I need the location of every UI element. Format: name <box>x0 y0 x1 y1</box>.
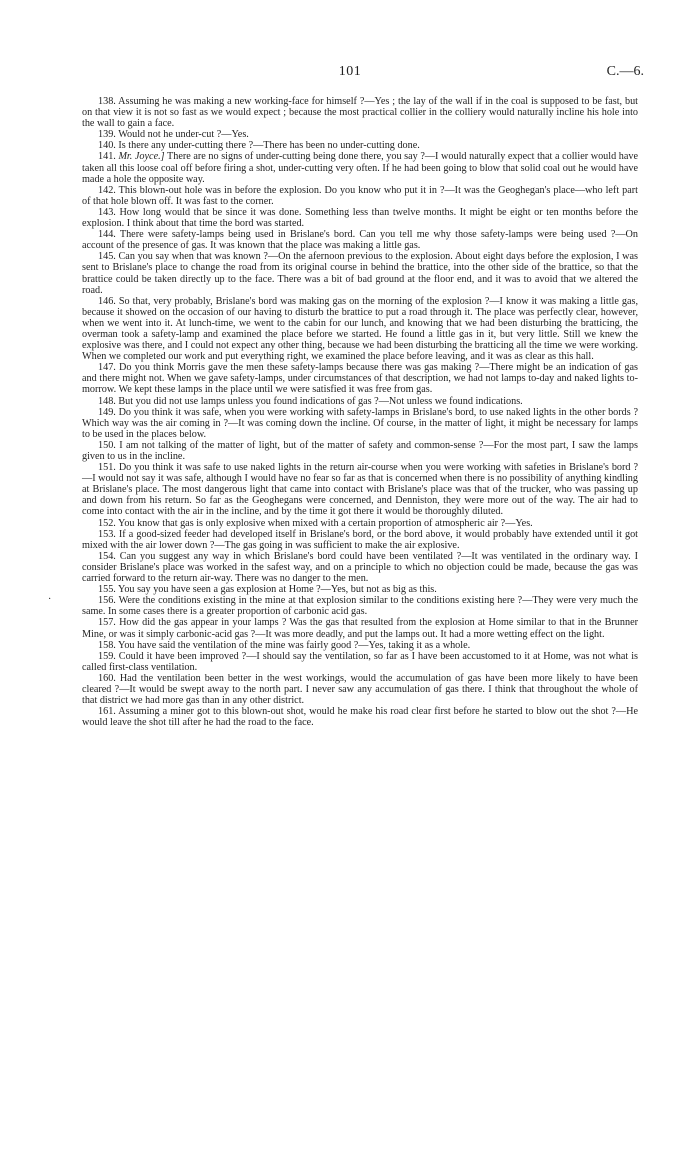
paragraph-number: 156. <box>98 595 116 607</box>
paragraph-154 <box>82 551 638 584</box>
paragraph-143 <box>82 207 638 229</box>
paragraph-147 <box>82 362 638 395</box>
paragraph-number: 160. <box>98 672 116 684</box>
paragraph-number: 139. <box>98 129 116 141</box>
paragraph-148 <box>82 396 638 407</box>
page-header <box>0 64 700 84</box>
testimony-body <box>82 96 638 728</box>
paragraph-text: There were safety-lamps being used in Brislane's bord. Can you tell me why those safety-lamps were being used ?—On account of the presence of gas. It was known that the place was making a little gas. <box>82 229 638 252</box>
paragraph-161 <box>82 706 638 728</box>
document-reference: C.—6. <box>606 64 644 79</box>
paragraph-141 <box>82 151 638 184</box>
margin-mark: · <box>48 594 52 605</box>
paragraph-text: You know that gas is only explosive when mixed with a certain proportion of atmospheric air ?—Yes. <box>118 517 533 529</box>
paragraph-text: Can you say when that was known ?—On the afernoon previous to the explosion. About eight days before the explosion, I was sent to Brislane's place to change the road from its original course in behind the brattice, into the other side of the brattice, so that the brattice could be taken directly up to the face. There was a bit of bad ground at the floor end, and it was to avoid that we altered the road. <box>82 251 638 296</box>
paragraph-159 <box>82 651 638 673</box>
paragraph-146 <box>82 296 638 363</box>
paragraph-number: 144. <box>98 229 116 241</box>
paragraph-number: 140. <box>98 140 116 152</box>
paragraph-text: Were the conditions existing in the mine at that explosion similar to the conditions existing here ?—They were very much the same. In some cases there is a greater proportion of carbonic acid gas. <box>82 595 638 618</box>
paragraph-text: How did the gas appear in your lamps ? Was the gas that resulted from the explosion at Home similar to that in the Brunner Mine, or was it simply carbonic-acid gas ?—It was more deadly, and put the lamps out. It had a more wetting effect on the light. <box>82 617 639 640</box>
paragraph-text: If a good-sized feeder had developed itself in Brislane's bord, or the bord above, it would probably have extended until it got mixed with the air lower down ?—The gas going in was sufficient to make the air explosive. <box>82 528 638 551</box>
paragraph-142 <box>82 185 638 207</box>
paragraph-text: Is there any under-cutting there ?—There has been no under-cutting done. <box>118 140 420 152</box>
paragraph-number: 141. <box>98 151 116 163</box>
paragraph-number: 161. <box>98 706 116 718</box>
paragraph-number: 151. <box>98 462 116 474</box>
paragraph-number: 138. <box>98 96 116 107</box>
paragraph-text: Can you suggest any way in which Brislane's bord could have been ventilated ?—It was ventilated in the ordinary way. I consider Brislane's place was worked in the safest way, and on a principle to which no objection could be made, because the gas was carried forward to the return air-way. There was no danger to the men. <box>82 550 638 585</box>
paragraph-text: But you did not use lamps unless you found indications of gas ?—Not unless we found indications. <box>118 395 523 407</box>
paragraph-number: 152. <box>98 517 116 529</box>
paragraph-number: 150. <box>98 439 116 451</box>
paragraph-number: 155. <box>98 584 116 596</box>
paragraph-number: 148. <box>98 395 116 407</box>
speaker-label: Mr. Joyce.] <box>118 151 165 163</box>
paragraph-number: 146. <box>98 295 116 307</box>
paragraph-144 <box>82 229 638 251</box>
paragraph-139 <box>82 129 638 140</box>
paragraph-number: 153. <box>98 528 116 540</box>
paragraph-160 <box>82 673 638 706</box>
paragraph-number: 147. <box>98 362 116 374</box>
paragraph-number: 158. <box>98 639 116 651</box>
paragraph-138 <box>82 96 638 129</box>
paragraph-text: Would not he under-cut ?—Yes. <box>118 129 249 141</box>
paragraph-150 <box>82 440 638 462</box>
paragraph-number: 154. <box>98 550 116 562</box>
paragraph-number: 157. <box>98 617 116 629</box>
paragraph-number: 142. <box>98 184 116 196</box>
paragraph-157 <box>82 617 638 639</box>
paragraph-text: This blown-out hole was in before the explosion. Do you know who put it in ?—It was the Geoghegan's place—who left part of that hole blown off. It was fast to the corner. <box>82 184 638 207</box>
paragraph-149 <box>82 407 638 440</box>
paragraph-152 <box>82 518 638 529</box>
paragraph-text: Do you think it was safe to use naked lights in the return air-course when you were working with safeties in Brislane's bord ?—I would not say it was safe, although I would have no fear so far as that is concerned when there is no possibility of anything kindling at Brislane's place. The most dangerous light that came into contact with Brislane's place was that of the trucker, who was passing up and down from his return. So far as the Geoghegans were concerned, and Denniston, they were more out of the way. The air had to come into contact with the air in the incline, and by the time it got there it would be thoroughly diluted. <box>82 462 638 518</box>
paragraph-140 <box>82 140 638 151</box>
paragraph-text: Do you think Morris gave the men these safety-lamps because there was gas making ?—There might be an indication of gas and there might not. When we gave safety-lamps, under circumstances of that description, we had not lamps to-day and naked lights to-morrow. We kept these lamps in the place until we were satisfied it was free from gas. <box>82 362 639 396</box>
paragraph-text: I am not talking of the matter of light, but of the matter of safety and common-sense ?—For the most part, I saw the lamps given to us in the incline. <box>82 439 638 462</box>
paragraph-text: Could it have been improved ?—I should say the ventilation, so far as I have been accustomed to it at Home, was not what is called first-class ventilation. <box>82 650 639 673</box>
paragraph-151 <box>82 462 638 517</box>
paragraph-number: 143. <box>98 206 116 218</box>
page-number: 101 <box>338 64 362 79</box>
paragraph-text: You say you have seen a gas explosion at Home ?—Yes, but not as big as this. <box>118 584 437 596</box>
paragraph-text: There are no signs of under-cutting being done there, you say ?—I would naturally expect that a collier would have taken all this loose coal off before firing a shot, under-cutting very often. If he had been going to blow that solid coal out he would have made a hole the opposite way. <box>82 151 639 185</box>
paragraph-156 <box>82 595 638 617</box>
paragraph-text: Had the ventilation been better in the west workings, would the accumulation of gas have been more likely to have been cleared ?—It would be swept away to the north part. I never saw any accumulation of gas there. I think that throughout the whole of that district we had more gas than in any other district. <box>82 672 639 707</box>
paragraph-text: How long would that be since it was done. Something less than twelve months. It might be eight or ten months before the explosion. I think about that time the bord was started. <box>82 206 639 230</box>
paragraph-number: 149. <box>98 406 116 418</box>
paragraph-158 <box>82 640 638 651</box>
paragraph-number: 159. <box>98 650 116 662</box>
paragraph-text: Assuming he was making a new working-face for himself ?—Yes ; the lay of the wall if in the coal is supposed to be fast, but on that view it is not so fast as we would expect ; because the most practical collier in the colliery would naturally incline his hole into the wall to gain a face. <box>82 96 639 130</box>
paragraph-text: Do you think it was safe, when you were working with safety-lamps in Brislane's bord, to use naked lights in the other bords ? Which way was the air coming in ?—It was coming down the incline. Of course, in the matter of light, it might be necessary for lamps to be used in the places below. <box>82 406 638 440</box>
paragraph-text: Assuming a miner got to this blown-out shot, would he make his road clear first before he started to blow out the shot ?—He would leave the shot till after he had the road to the face. <box>82 706 638 729</box>
paragraph-number: 145. <box>98 251 116 263</box>
paragraph-text: You have said the ventilation of the mine was fairly good ?—Yes, taking it as a whole. <box>118 639 471 651</box>
paragraph-153 <box>82 529 638 551</box>
paragraph-155 <box>82 584 638 595</box>
paragraph-145 <box>82 251 638 295</box>
paragraph-text: So that, very probably, Brislane's bord was making gas on the morning of the explosion ?—I know it was making a little gas, because it showed on the occasion of our having to disturb the brattice to put a road through it. The place was perfectly clear, however, when we went into it. At lunch-time, we went to the cabin for our lunch, and knowing that we had been disturbing the bratticing, the overman took a safety-lamp and examined the place before we started. He found a little gas in it, but very little. Still we knew the explosive was there, and I could not expect any other thing, because we had been disturbing the bratticing all the time we were working. When we completed our work and put everything right, we examined the place before leaving, and it was as clear as this hall. <box>82 295 639 363</box>
